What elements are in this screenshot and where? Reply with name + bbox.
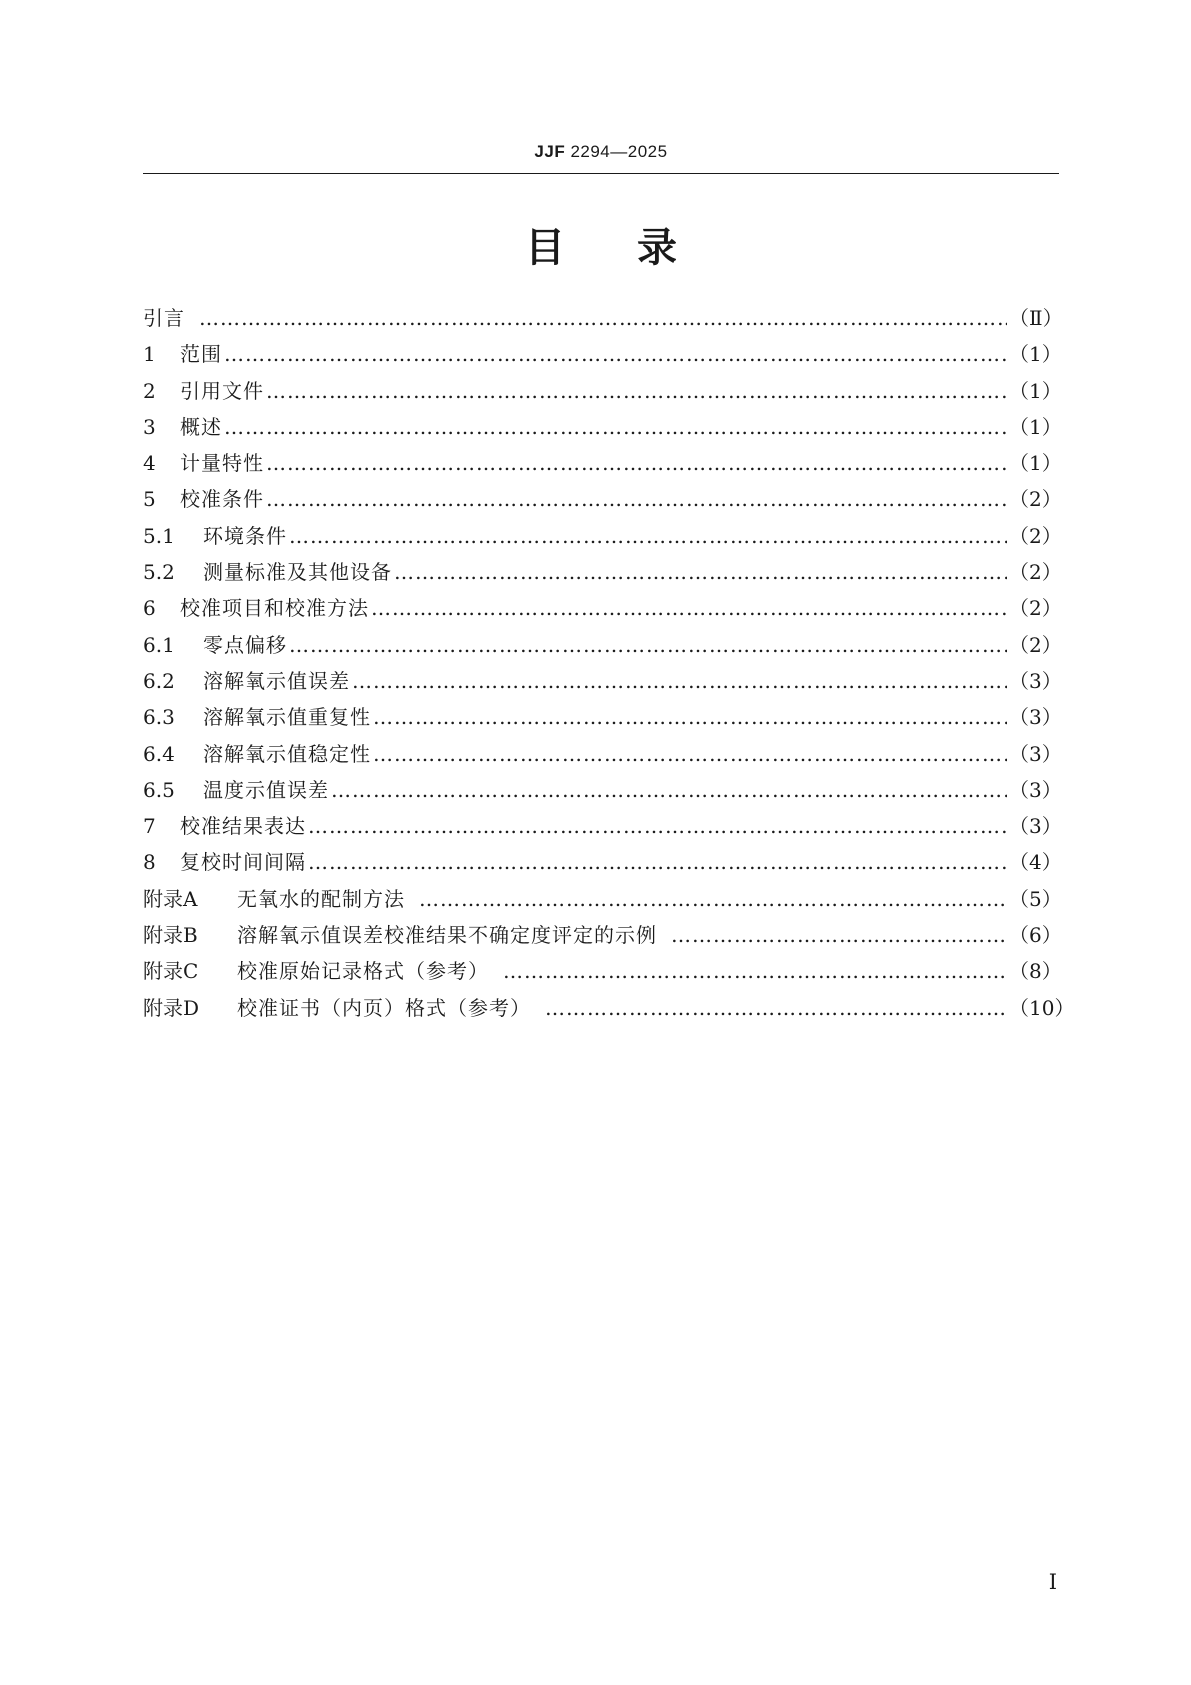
toc-dot-leader — [224, 342, 1007, 366]
toc-title: 目录 — [525, 225, 749, 271]
toc-entry-page: （10） — [1009, 995, 1075, 1020]
toc-entry-label: 引用文件 — [180, 378, 264, 403]
toc-dot-leader — [289, 524, 1007, 548]
toc-entry-number: 附录A — [143, 886, 198, 911]
toc-entry-number: 5.2 — [143, 560, 175, 585]
toc-entry-label: 校准项目和校准方法 — [180, 596, 369, 621]
toc-entry-number: 附录B — [143, 923, 198, 948]
toc-dot-leader — [394, 560, 1007, 584]
toc-entry-label: 范围 — [180, 342, 222, 367]
toc-entry-number: 6.1 — [143, 632, 175, 657]
toc-entry-6-3[interactable] — [143, 701, 1062, 737]
toc-entry-number: 6 — [143, 596, 156, 621]
toc-dot-leader — [331, 778, 1007, 802]
document-header — [143, 142, 1059, 162]
toc-entry-appendix-b[interactable] — [143, 919, 1062, 955]
toc-entry-3[interactable] — [143, 411, 1062, 447]
toc-entry-label: 零点偏移 — [203, 632, 287, 657]
toc-dot-leader — [671, 923, 1007, 947]
toc-entry-appendix-a[interactable] — [143, 883, 1062, 919]
toc-entry-number: 6.5 — [143, 777, 175, 802]
toc-entry-label: 温度示值误差 — [203, 777, 329, 802]
toc-dot-leader — [224, 415, 1007, 439]
toc-entry-number: 附录D — [143, 995, 200, 1020]
toc-entry-appendix-d[interactable] — [143, 992, 1075, 1028]
toc-dot-leader — [199, 306, 1007, 330]
toc-dot-leader — [266, 487, 1007, 511]
toc-entry-page: （8） — [1009, 959, 1062, 984]
toc-dot-leader — [373, 742, 1007, 766]
toc-entry-page: （3） — [1009, 668, 1062, 693]
toc-entry-page: （3） — [1009, 814, 1062, 839]
toc-entry-label: 计量特性 — [180, 451, 264, 476]
toc-entry-5[interactable] — [143, 483, 1062, 519]
toc-dot-leader — [545, 996, 1007, 1020]
toc-entry-label: 校准原始记录格式（参考） — [237, 959, 489, 984]
toc-entry-number: 2 — [143, 378, 156, 403]
toc-entry-6[interactable] — [143, 592, 1062, 628]
header-divider — [143, 173, 1059, 174]
toc-entry-label: 引言 — [143, 306, 185, 330]
toc-entry-label: 无氧水的配制方法 — [237, 886, 405, 911]
toc-entry-page: （1） — [1009, 451, 1062, 476]
toc-entry-label: 溶解氧示值稳定性 — [203, 741, 371, 766]
toc-entry-introduction[interactable] — [143, 302, 1063, 338]
toc-entry-page: （2） — [1009, 596, 1062, 621]
toc-entry-number: 6.3 — [143, 705, 175, 730]
toc-dot-leader — [373, 705, 1007, 729]
toc-entry-1[interactable] — [143, 338, 1062, 374]
toc-entry-label: 校准条件 — [180, 487, 264, 512]
toc-entry-4[interactable] — [143, 447, 1062, 483]
toc-entry-page: （1） — [1009, 342, 1062, 367]
toc-entry-number: 6.2 — [143, 668, 175, 693]
toc-entry-page: （2） — [1009, 487, 1062, 512]
toc-entry-6-4[interactable] — [143, 738, 1062, 774]
toc-entry-label: 校准证书（内页）格式（参考） — [237, 995, 531, 1020]
toc-entry-page: （2） — [1009, 632, 1062, 657]
toc-entry-page: （4） — [1009, 850, 1062, 875]
toc-entry-number: 3 — [143, 414, 156, 439]
toc-entry-label: 复校时间间隔 — [180, 850, 306, 875]
table-of-contents — [143, 302, 1075, 1028]
toc-dot-leader — [289, 633, 1007, 657]
toc-entry-page: （5） — [1009, 886, 1062, 911]
toc-entry-page: （3） — [1009, 705, 1062, 730]
toc-entry-number: 7 — [143, 814, 156, 839]
toc-entry-page: （1） — [1009, 378, 1062, 403]
toc-entry-page: （3） — [1009, 741, 1062, 766]
toc-entry-label: 溶解氧示值重复性 — [203, 705, 371, 730]
toc-dot-leader — [371, 596, 1007, 620]
toc-entry-label: 溶解氧示值误差校准结果不确定度评定的示例 — [237, 923, 657, 948]
toc-entry-6-5[interactable] — [143, 774, 1062, 810]
toc-entry-page: （2） — [1009, 560, 1062, 585]
toc-entry-5-2[interactable] — [143, 556, 1062, 592]
toc-entry-6-1[interactable] — [143, 629, 1062, 665]
page-number: Ⅰ — [1048, 1570, 1057, 1594]
toc-entry-page: （1） — [1009, 414, 1062, 439]
toc-entry-number: 5 — [143, 487, 156, 512]
toc-entry-page: （6） — [1009, 923, 1062, 948]
toc-entry-label: 概述 — [180, 414, 222, 439]
toc-dot-leader — [308, 850, 1007, 874]
toc-entry-7[interactable] — [143, 810, 1062, 846]
toc-dot-leader — [352, 669, 1007, 693]
toc-entry-6-2[interactable] — [143, 665, 1062, 701]
toc-dot-leader — [266, 379, 1007, 403]
toc-entry-number: 4 — [143, 451, 156, 476]
standard-number: 2294—2025 — [570, 142, 668, 161]
toc-entry-number: 6.4 — [143, 741, 175, 766]
toc-entry-appendix-c[interactable] — [143, 955, 1062, 991]
toc-entry-page: （2） — [1009, 523, 1062, 548]
toc-entry-label: 测量标准及其他设备 — [203, 560, 392, 585]
toc-entry-number: 附录C — [143, 959, 199, 984]
toc-entry-label: 溶解氧示值误差 — [203, 668, 350, 693]
toc-entry-2[interactable] — [143, 375, 1062, 411]
toc-dot-leader — [419, 887, 1007, 911]
standard-code: JJF — [534, 142, 566, 161]
toc-entry-number: 8 — [143, 850, 156, 875]
toc-entry-number: 1 — [143, 342, 156, 367]
toc-entry-page: （3） — [1009, 777, 1062, 802]
toc-entry-number: 5.1 — [143, 523, 175, 548]
toc-entry-label: 环境条件 — [203, 523, 287, 548]
toc-entry-label: 校准结果表达 — [180, 814, 306, 839]
toc-dot-leader — [503, 959, 1007, 983]
toc-entry-8[interactable] — [143, 846, 1062, 882]
toc-dot-leader — [308, 814, 1007, 838]
toc-entry-5-1[interactable] — [143, 520, 1062, 556]
toc-dot-leader — [266, 451, 1007, 475]
toc-entry-page: （Ⅱ） — [1009, 306, 1063, 330]
